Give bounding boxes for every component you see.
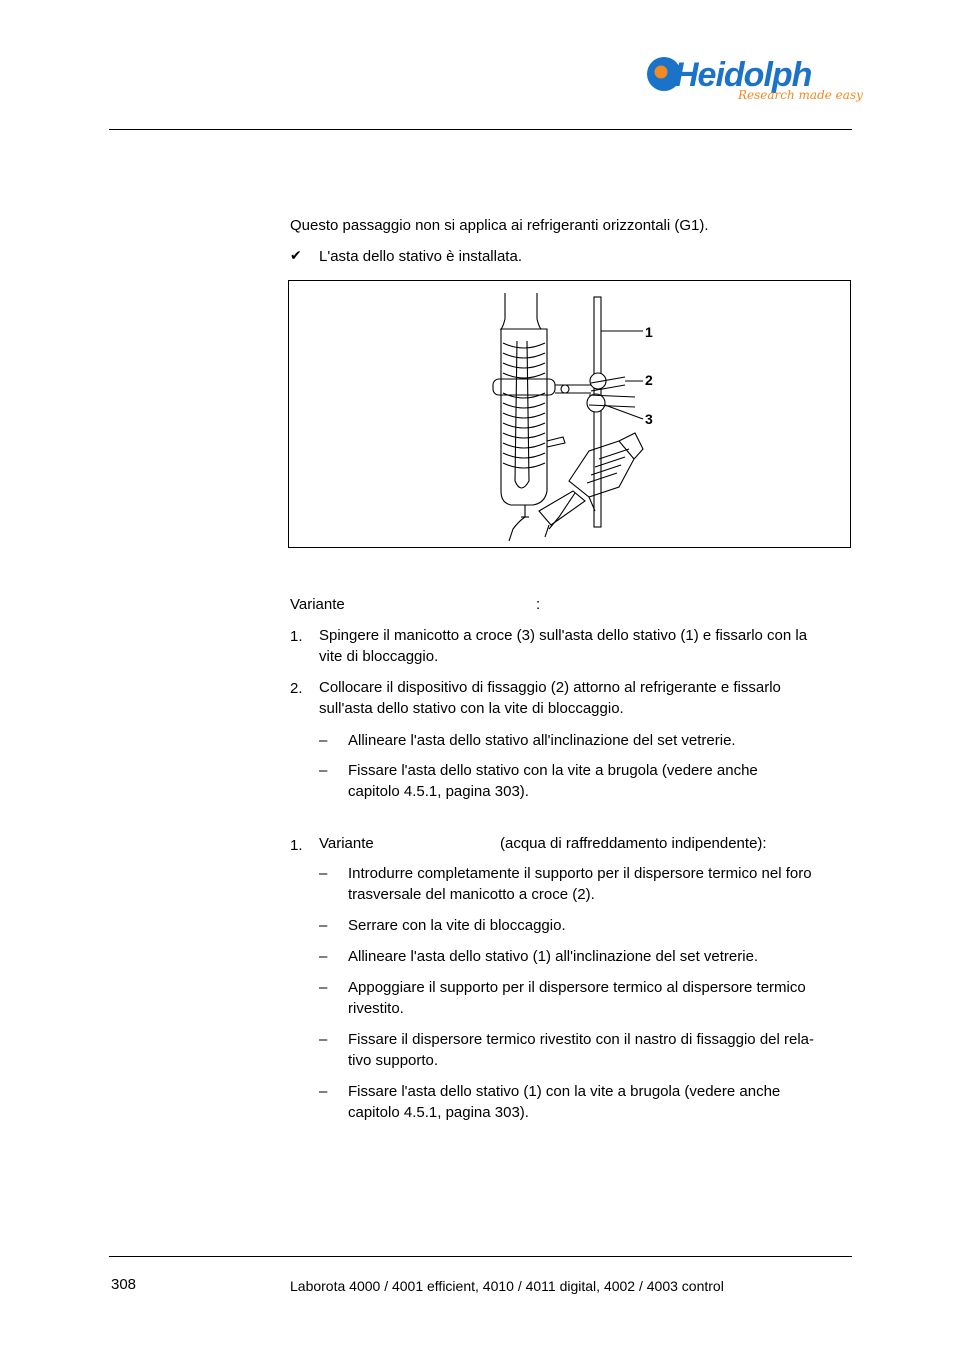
logo-tagline: Research made easy — [738, 88, 863, 102]
substep-text: Fissare l'asta dello stativo (1) con la vite a brugola (vedere anche — [348, 1083, 781, 1100]
intro-note: Questo passaggio non si applica ai refrigeranti orizzontali (G1). — [290, 217, 709, 234]
check-mark-icon: ✔ — [290, 248, 302, 264]
substep-text: Allineare l'asta dello stativo (1) all'inclinazione del set vetrerie. — [348, 948, 759, 965]
condenser-stand-illustration — [289, 281, 852, 549]
substep-text: tivo supporto. — [348, 1052, 439, 1069]
step-text: vite di bloccaggio. — [319, 648, 439, 665]
substep-dash: – — [319, 948, 328, 965]
substep-text: capitolo 4.5.1, pagina 303). — [348, 1104, 529, 1121]
substep-text: Appoggiare il supporto per il dispersore termico al dispersore termico — [348, 979, 806, 996]
substep-text: Fissare l'asta dello stativo con la vite a brugola (vedere anche — [348, 762, 758, 779]
step-number: 1. — [290, 837, 303, 854]
substep-text: Allineare l'asta dello stativo all'inclinazione del set vetrerie. — [348, 732, 736, 749]
substep-dash: – — [319, 762, 328, 779]
callout-1: 1 — [645, 324, 653, 340]
substep-dash: – — [319, 1031, 328, 1048]
substep-text: Introdurre completamente il supporto per il dispersore termico nel foro — [348, 865, 812, 882]
substep-dash: – — [319, 979, 328, 996]
variant-note-b: (acqua di raffreddamento indipendente): — [500, 835, 767, 852]
step-text: sull'asta dello stativo con la vite di bloccaggio. — [319, 700, 624, 717]
substep-text: trasversale del manicotto a croce (2). — [348, 886, 595, 903]
variant-label-a: Variante — [290, 596, 345, 613]
logo-text: Heidolph — [674, 56, 812, 94]
page-number: 308 — [111, 1276, 137, 1293]
substep-text: Serrare con la vite di bloccaggio. — [348, 917, 566, 934]
substep-dash: – — [319, 865, 328, 882]
heidolph-logo — [644, 52, 863, 114]
step-text: Spingere il manicotto a croce (3) sull'asta dello stativo (1) e fissarlo con la — [319, 627, 808, 644]
footer-rule — [109, 1256, 852, 1257]
callout-3: 3 — [645, 411, 653, 427]
variant-colon-a: : — [536, 596, 541, 613]
substep-text: rivestito. — [348, 1000, 404, 1017]
callout-2: 2 — [645, 372, 653, 388]
variant-label-b: Variante — [319, 835, 374, 852]
figure-frame — [288, 280, 851, 548]
substep-dash: – — [319, 1083, 328, 1100]
substep-text: capitolo 4.5.1, pagina 303). — [348, 783, 529, 800]
substep-dash: – — [319, 917, 328, 934]
substep-dash: – — [319, 732, 328, 749]
prerequisite-text: L'asta dello stativo è installata. — [319, 248, 522, 265]
step-number: 1. — [290, 628, 303, 645]
footer-product: Laborota 4000 / 4001 efficient, 4010 / 4011 digital, 4002 / 4003 control — [290, 1278, 724, 1294]
step-number: 2. — [290, 680, 303, 697]
substep-text: Fissare il dispersore termico rivestito con il nastro di fissaggio del rela- — [348, 1031, 815, 1048]
header-rule — [109, 129, 852, 130]
step-text: Collocare il dispositivo di fissaggio (2) attorno al refrigerante e fissarlo — [319, 679, 781, 696]
